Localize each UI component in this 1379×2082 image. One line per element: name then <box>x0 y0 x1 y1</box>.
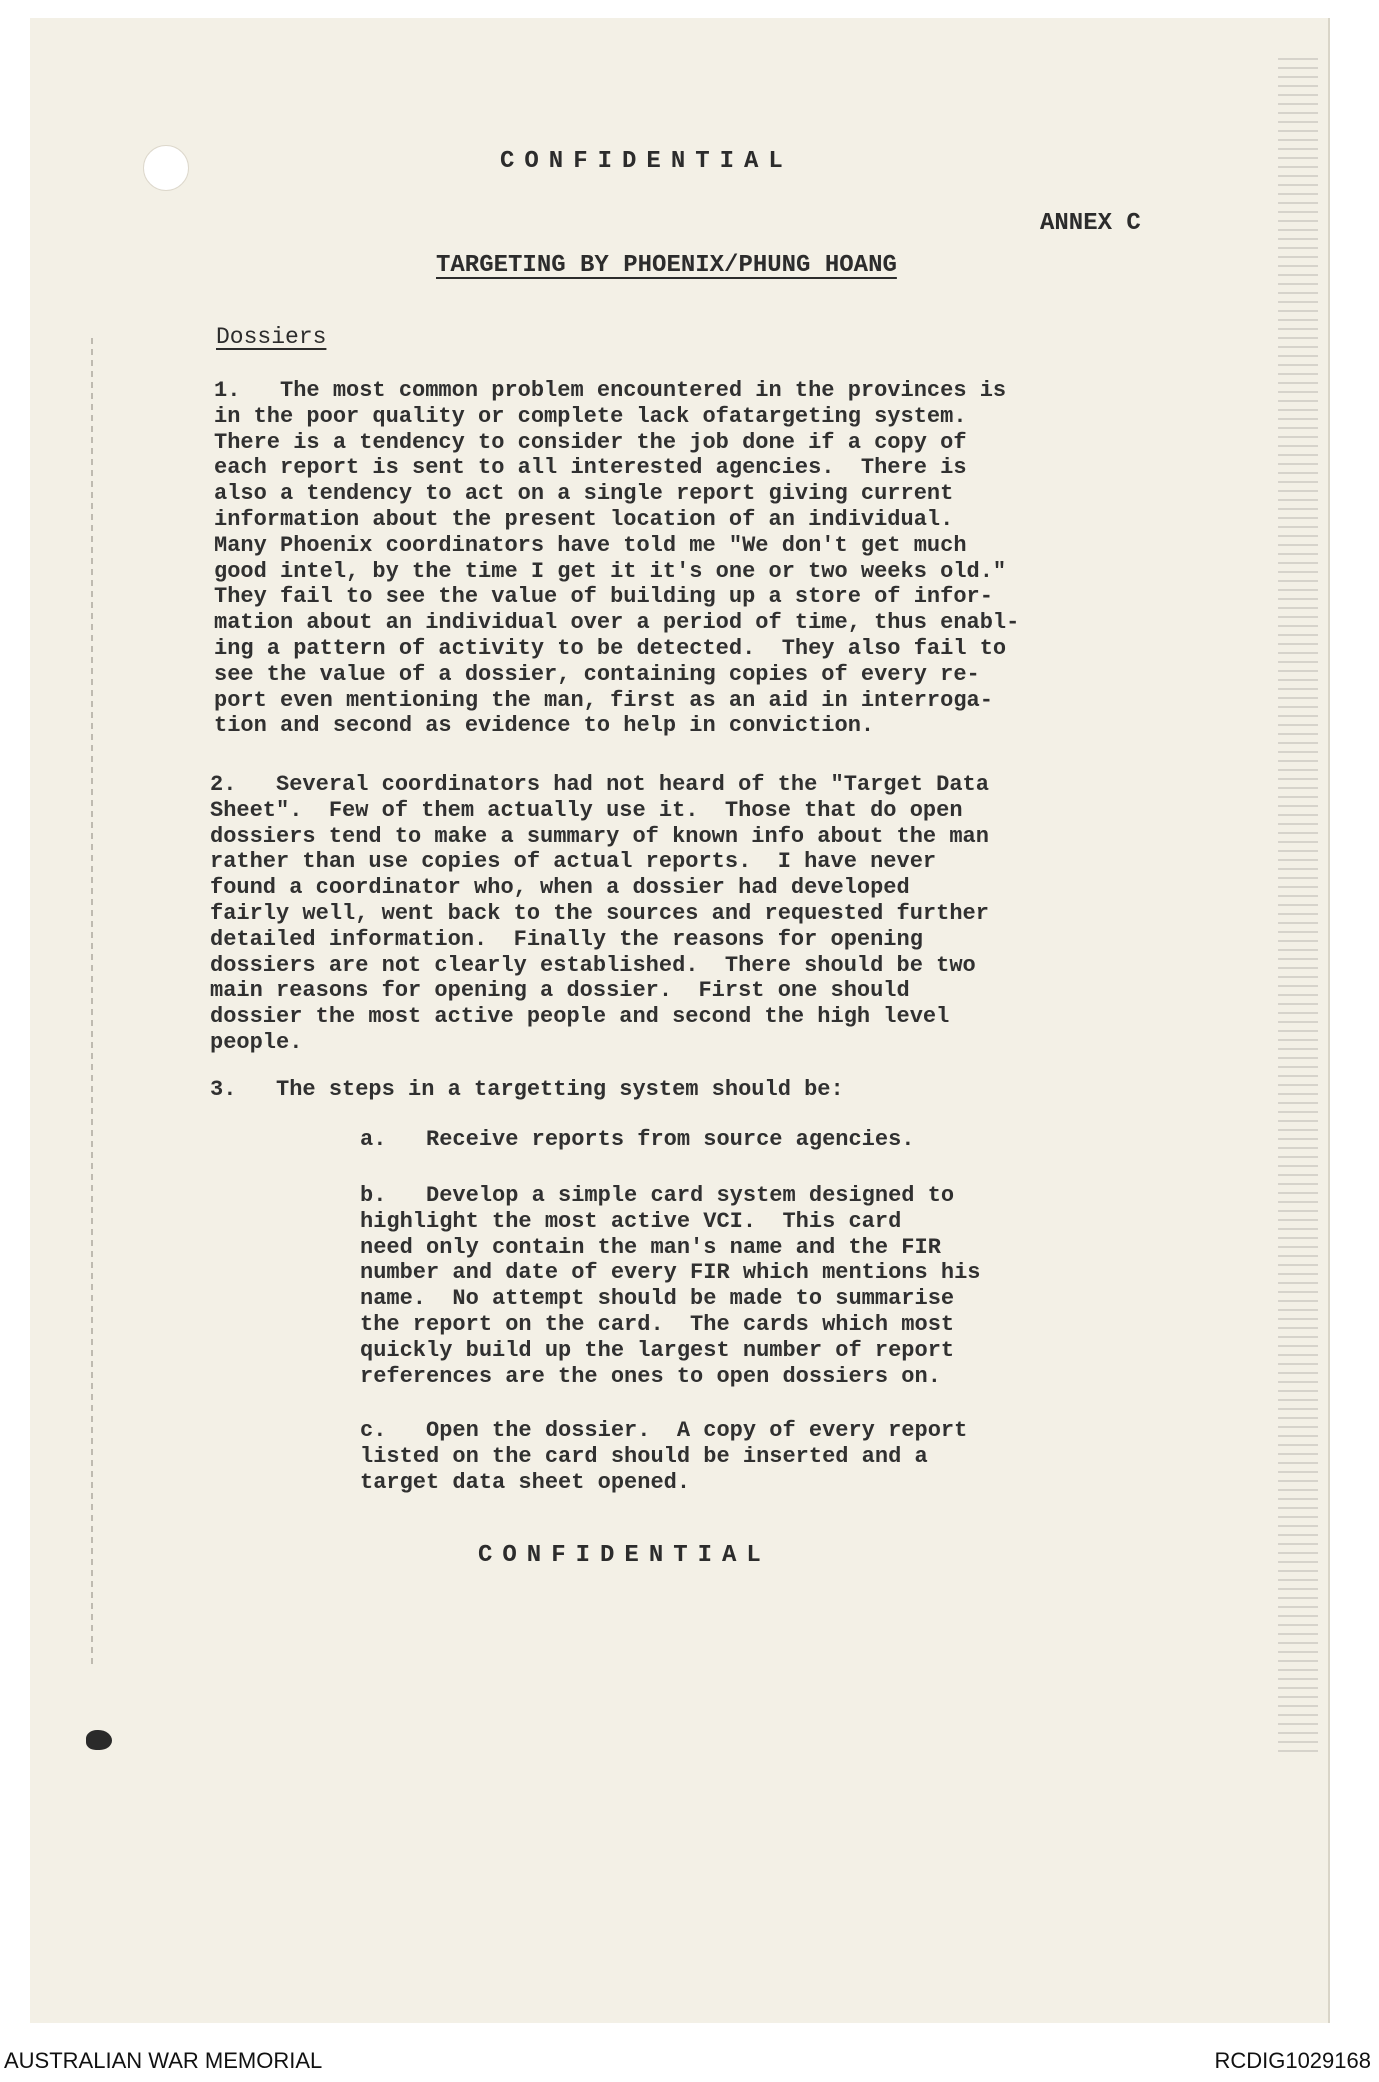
step-b: b. Develop a simple card system designed to highlight the most active VCI. This card need only contain the man's name and the FIR number and date of every FIR which mentions his name. No attempt should be made to summarise the report on the card. The cards which most quickly build up the largest number of report references are the ones to open dossiers on. <box>360 1183 981 1389</box>
section-heading: Dossiers <box>216 324 327 350</box>
edge-speckle <box>1278 58 1318 1758</box>
catalogue-id: RCDIG1029168 <box>1214 2048 1371 2073</box>
header-classification: CONFIDENTIAL <box>500 148 793 175</box>
paragraph-1: 1. The most common problem encountered in the provinces is in the poor quality or complete lack ofatargeting system. There is a tendency to consider the job done if a copy of each report is sent to all interested agencies. There is also a tendency to act on a single report giving current information about the present location of an individual. Many Phoenix coordinators have told me "We don't get much good intel, by the time I get it it's one or two weeks old." They fail to see the value of building up a store of infor- mation about an individual over a period of time, thus enabl- ing a pattern of activity to be detected. They also fail to see the value of a dossier, containing copies of every re- port even mentioning the man, first as an aid in interroga- tion and second as evidence to help in conviction. <box>214 378 1020 739</box>
paragraph-3: 3. The steps in a targetting system should be: <box>210 1077 844 1102</box>
margin-shadow <box>91 338 93 1668</box>
paragraph-2: 2. Several coordinators had not heard of the "Target Data Sheet". Few of them actually use it. Those that do open dossiers tend to make a summary of known info about the man rather than use copies of actual reports. I have never found a coordinator who, when a dossier had developed fairly well, went back to the sources and requested further detailed information. Finally the reasons for opening dossiers are not clearly established. There should be two main reasons for opening a dossier. First one should dossier the most active people and second the high level people. <box>210 772 989 1055</box>
institution-credit: AUSTRALIAN WAR MEMORIAL <box>4 2048 323 2073</box>
annex-label: ANNEX C <box>1040 210 1141 237</box>
punch-hole <box>143 145 189 191</box>
step-c: c. Open the dossier. A copy of every report listed on the card should be inserted and a target data sheet opened. <box>360 1418 968 1495</box>
footer-classification: CONFIDENTIAL <box>478 1542 771 1569</box>
document-title: TARGETING BY PHOENIX/PHUNG HOANG <box>436 252 897 279</box>
ink-blot <box>86 1730 112 1750</box>
step-a: a. Receive reports from source agencies. <box>360 1127 915 1152</box>
